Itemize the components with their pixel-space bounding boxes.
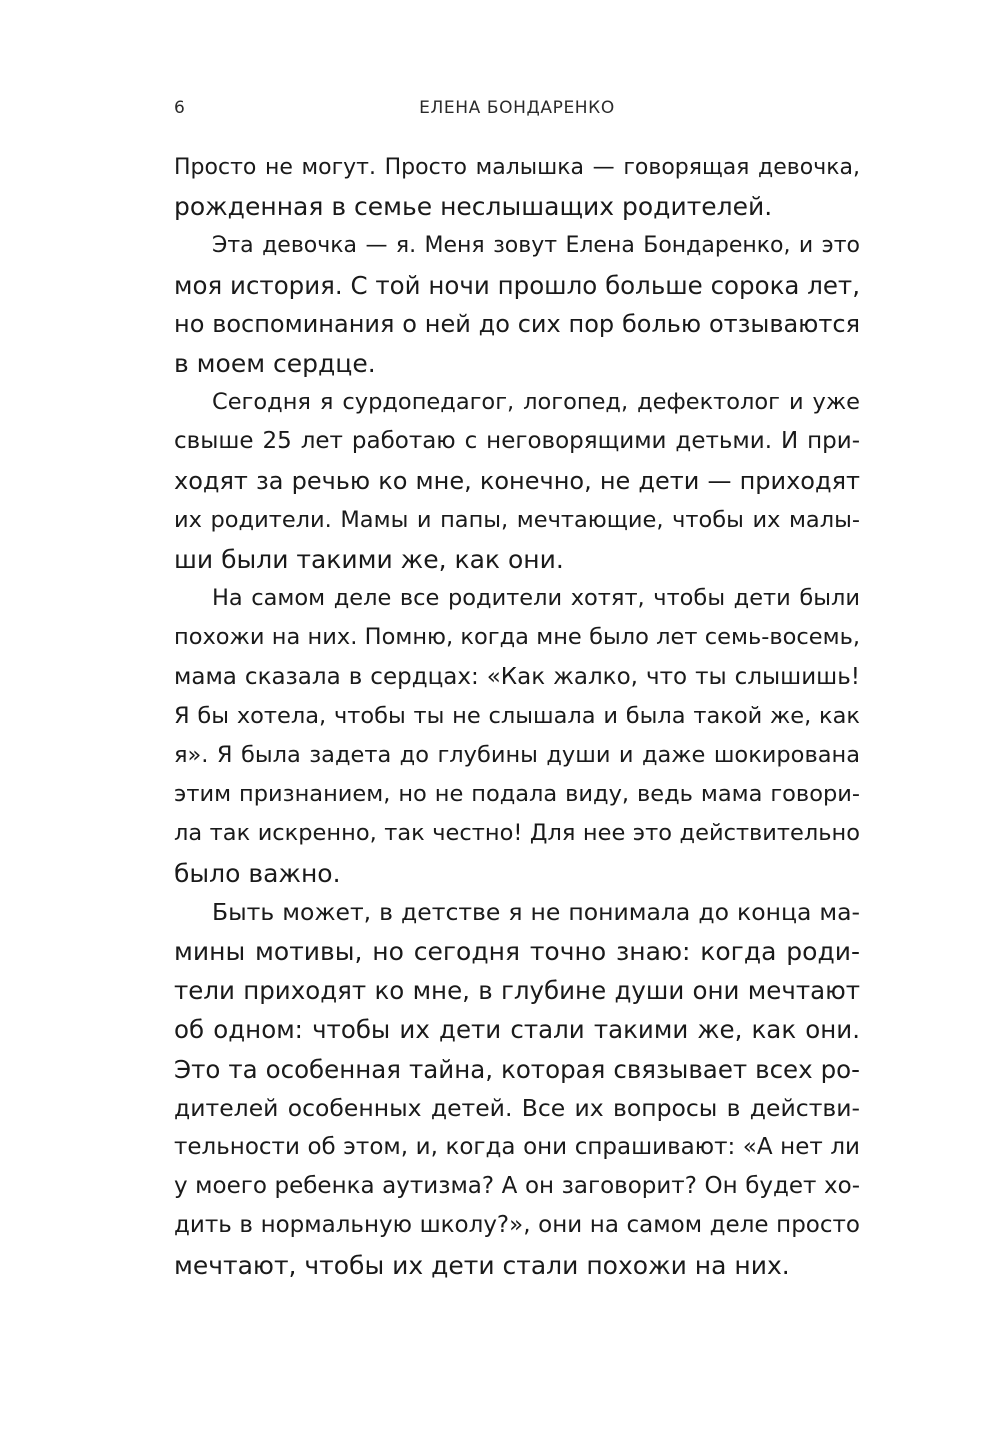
text-line: в моем сердце.	[174, 349, 376, 379]
text-line: моя история. С той ночи прошло больше сорока лет,	[174, 270, 860, 300]
text-line: Эта девочка — я. Меня зовут Елена Бондаренко, и это	[212, 233, 860, 259]
text-line: об одном: чтобы их дети стали такими же, как они.	[174, 1015, 860, 1045]
body-text	[174, 148, 860, 1285]
page-number: 6	[174, 98, 186, 118]
text-line: мама сказала в сердцах: «Как жалко, что ты слышишь!	[174, 663, 860, 690]
text-line: мины мотивы, но сегодня точно знаю: когда роди-	[174, 937, 860, 967]
text-line: ходят за речью ко мне, конечно, не дети — приходят	[174, 466, 860, 495]
text-line: Просто не могут. Просто малышка — говорящая девочка,	[174, 155, 860, 180]
text-line: у моего ребенка аутизма? А он заговорит? Он будет хо-	[174, 1173, 860, 1200]
text-line: похожи на них. Помню, когда мне было лет семь-восемь,	[174, 624, 860, 651]
text-line: тельности об этом, и, когда они спрашивают: «А нет ли	[174, 1134, 860, 1161]
text-line: этим признанием, но не подала виду, ведь мама говори-	[174, 781, 860, 808]
text-line: дить в нормальную школу?», они на самом деле просто	[174, 1212, 860, 1239]
text-line: дителей особенных детей. Все их вопросы в действи-	[174, 1093, 860, 1122]
text-line: Сегодня я сурдопедагог, логопед, дефектолог и уже	[212, 389, 860, 416]
running-head: ЕЛЕНА БОНДАРЕНКО	[419, 98, 615, 118]
text-line: но воспоминания о ней до сих пор болью отзываются	[174, 309, 860, 338]
text-line: рожденная в семье неслышащих родителей.	[174, 192, 773, 222]
text-line: мечтают, чтобы их дети стали похожи на них.	[174, 1250, 790, 1280]
text-line: было важно.	[174, 858, 341, 888]
text-line: их родители. Мамы и папы, мечтающие, чтобы их малы-	[174, 506, 860, 533]
text-line: Я бы хотела, чтобы ты не слышала и была такой же, как	[174, 702, 860, 729]
text-line: Быть может, в детстве я не понимала до конца ма-	[212, 897, 860, 926]
text-line: ши были такими же, как они.	[174, 545, 564, 575]
text-line: На самом деле все родители хотят, чтобы дети были	[212, 585, 860, 612]
text-line: тели приходят ко мне, в глубине души они мечтают	[174, 976, 860, 1006]
text-line: я». Я была задета до глубины души и даже шокирована	[174, 742, 860, 769]
text-line: свыше 25 лет работаю с неговорящими детьми. И при-	[174, 428, 860, 455]
text-line: Это та особенная тайна, которая связывает всех ро-	[174, 1054, 860, 1084]
text-line: ла так искренно, так честно! Для нее это действительно	[174, 820, 860, 847]
page-header	[174, 98, 860, 128]
